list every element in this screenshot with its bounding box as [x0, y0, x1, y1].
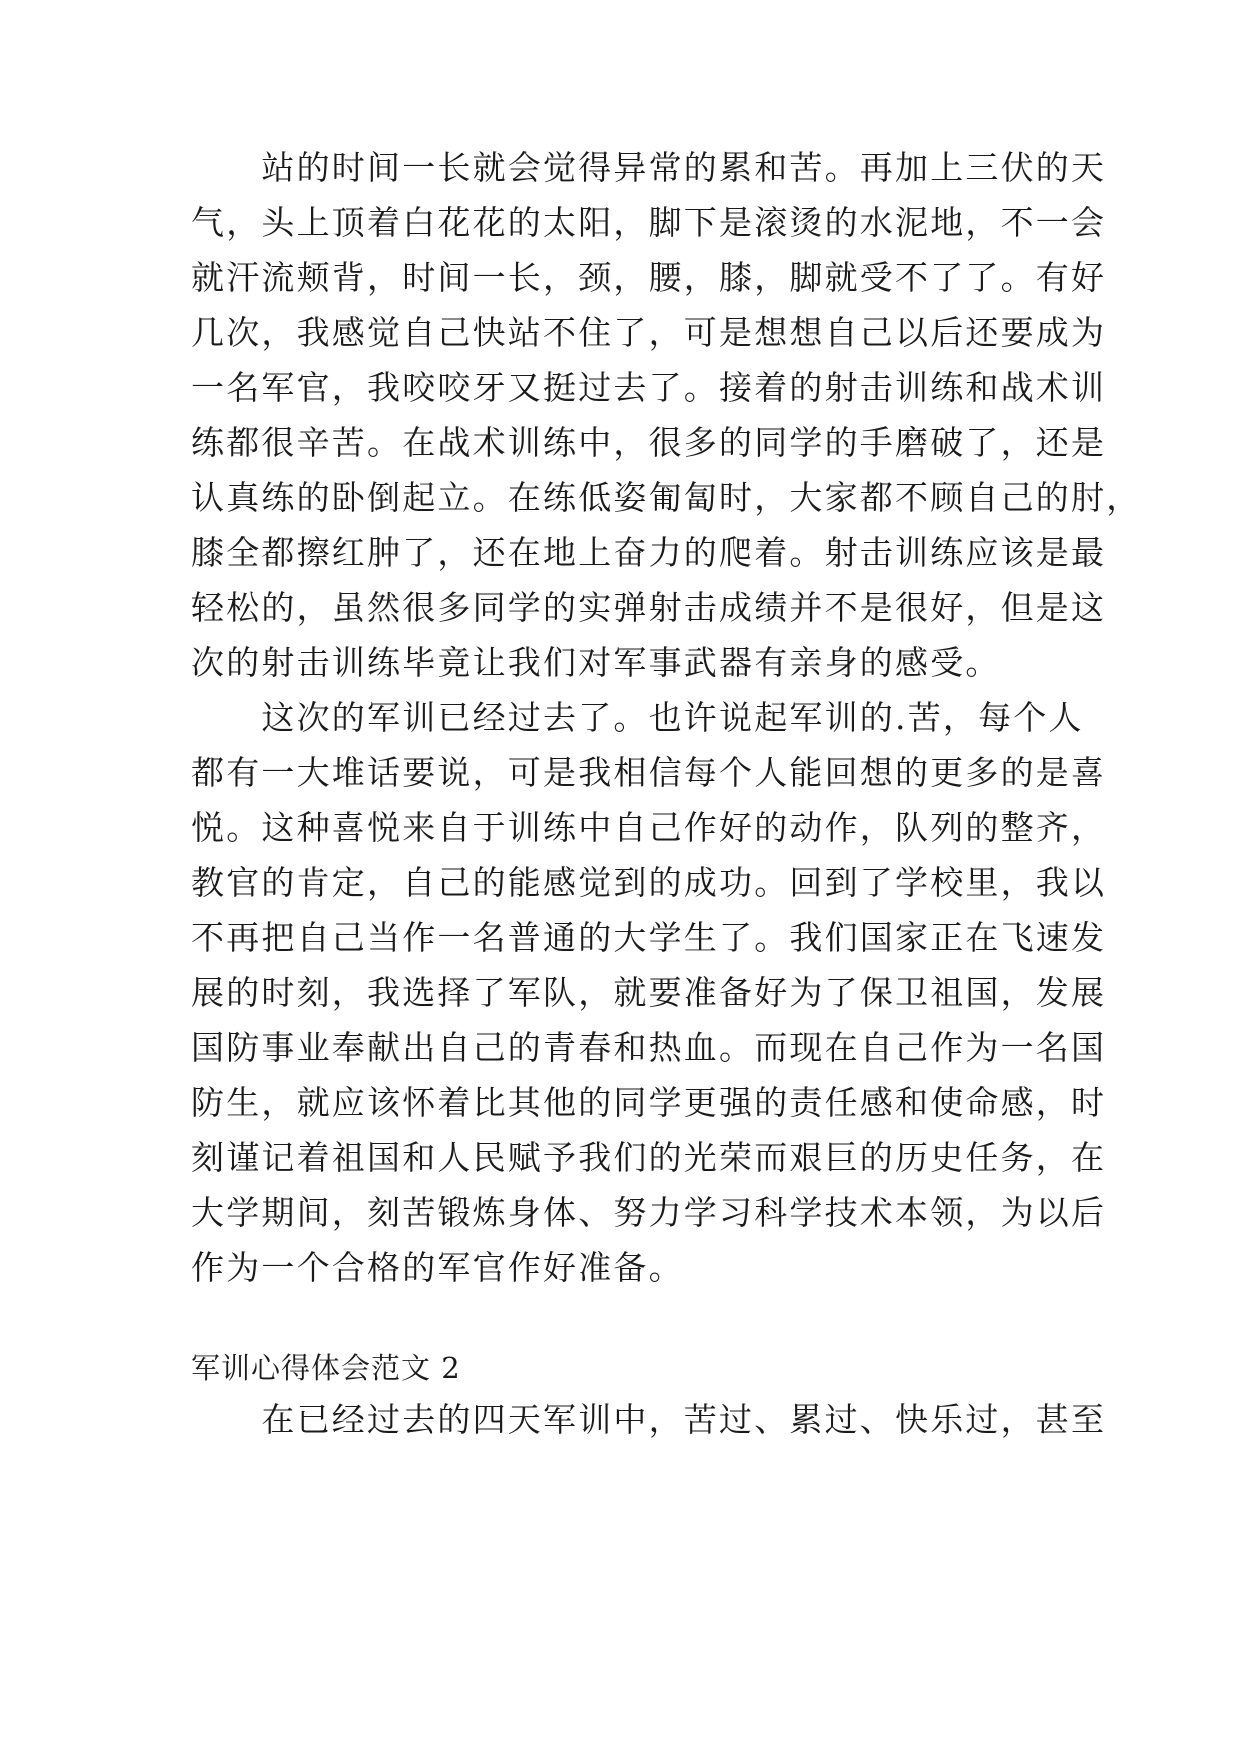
text-line: 轻松的，虽然很多同学的实弹射击成绩并不是很好，但是这 [191, 588, 1107, 627]
text-line: 认真练的卧倒起立。在练低姿匍匐时，大家都不顾自己的肘， [191, 478, 1142, 517]
text-line: 悦。这种喜悦来自于训练中自己作好的动作，队列的整齐， [191, 808, 1107, 847]
text-line: 就汗流颊背，时间一长，颈，腰，膝，脚就受不了了。有好 [191, 258, 1107, 297]
text-line: 练都很辛苦。在战术训练中，很多的同学的手磨破了，还是 [191, 423, 1107, 462]
text-line: 刻谨记着祖国和人民赋予我们的光荣而艰巨的历史任务，在 [191, 1138, 1107, 1177]
text-line: 都有一大堆话要说，可是我相信每个人能回想的更多的是喜 [191, 753, 1107, 792]
text-line: 这次的军训已经过去了。也许说起军训的.苦，每个人 [191, 698, 1084, 737]
text-line: 展的时刻，我选择了军队，就要准备好为了保卫祖国，发展 [191, 973, 1107, 1012]
text-line: 几次，我感觉自己快站不住了，可是想想自己以后还要成为 [191, 313, 1107, 352]
text-line: 防生，就应该怀着比其他的同学更强的责任感和使命感，时 [191, 1083, 1107, 1122]
text-line: 作为一个合格的军官作好准备。 [191, 1248, 684, 1287]
text-line: 教官的肯定，自己的能感觉到的成功。回到了学校里，我以 [191, 863, 1107, 902]
text-line: 站的时间一长就会觉得异常的累和苦。再加上三伏的天 [191, 148, 1107, 187]
text-line: 次的射击训练毕竟让我们对军事武器有亲身的感受。 [191, 643, 1001, 682]
text-line: 大学期间，刻苦锻炼身体、努力学习科学技术本领，为以后 [191, 1193, 1107, 1232]
text-line: 在已经过去的四天军训中，苦过、累过、快乐过，甚至 [191, 1400, 1107, 1439]
text-line: 不再把自己当作一名普通的大学生了。我们国家正在飞速发 [191, 918, 1107, 957]
text-line: 一名军官，我咬咬牙又挺过去了。接着的射击训练和战术训 [191, 368, 1107, 407]
text-line: 国防事业奉献出自己的青春和热血。而现在自己作为一名国 [191, 1028, 1107, 1067]
text-line: 气，头上顶着白花花的太阳，脚下是滚烫的水泥地，不一会 [191, 203, 1107, 242]
text-line: 膝全都擦红肿了，还在地上奋力的爬着。射击训练应该是最 [191, 533, 1107, 572]
section-heading: 军训心得体会范文 2 [191, 1351, 461, 1385]
